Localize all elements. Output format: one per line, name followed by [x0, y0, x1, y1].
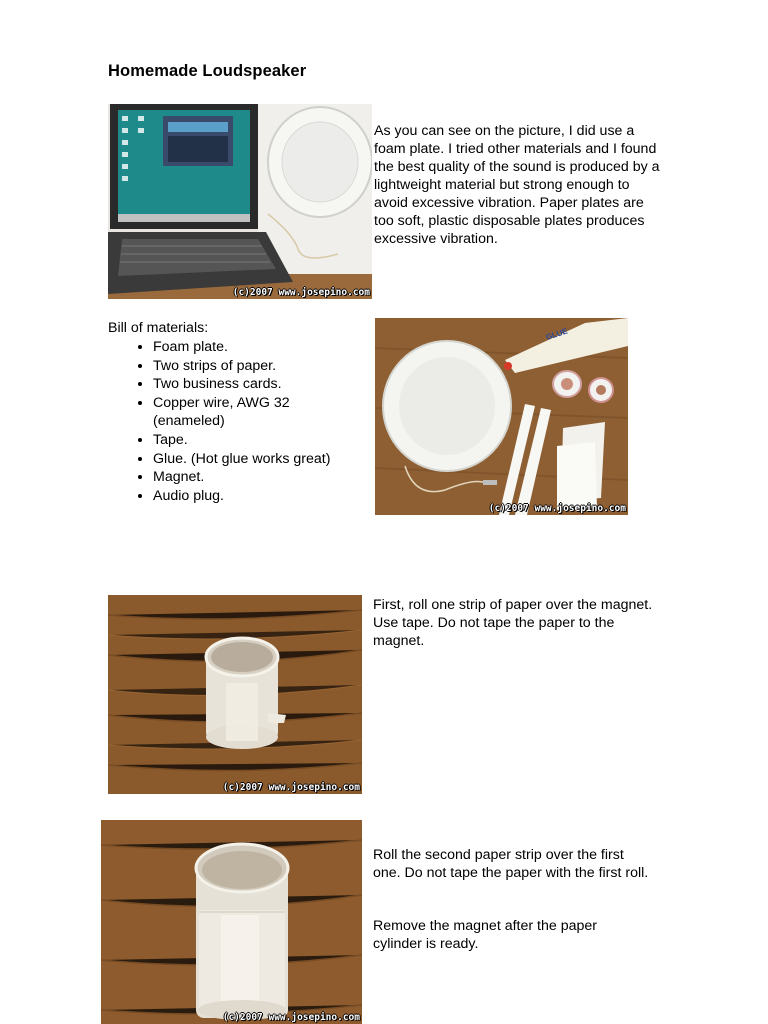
photo-credit: (c)2007 www.josepino.com [222, 782, 360, 793]
photo-credit: (c)2007 www.josepino.com [488, 503, 626, 514]
list-item: • Glue. (Hot glue works great) [153, 450, 353, 469]
second-roll-photo [101, 820, 362, 1024]
intro-paragraph: As you can see on the picture, I did use a foam plate. I tried other materials and I found the best quality of the sound is produced by a lightweight material but strong enough to avoid excessive vibration. Paper plates are too soft, plastic disposable plates produces excessive vibration. [374, 123, 660, 247]
step2-paragraph: Roll the second paper strip over the first one. Do not tape the paper with the first roll. [373, 847, 649, 881]
list-item: • Copper wire, AWG 32 (enameled) [153, 394, 353, 431]
materials-photo [375, 318, 628, 515]
list-item: • Magnet. [153, 468, 353, 487]
list-item: • Foam plate. [153, 338, 353, 357]
list-item: • Audio plug. [153, 487, 353, 506]
photo-credit: (c)2007 www.josepino.com [232, 287, 370, 298]
materials-list [130, 338, 353, 505]
page-title: Homemade Loudspeaker [108, 62, 307, 80]
photo-credit: (c)2007 www.josepino.com [222, 1012, 360, 1023]
list-item: • Two strips of paper. [153, 357, 353, 376]
list-item: • Tape. [153, 431, 353, 450]
list-item: • Two business cards. [153, 375, 353, 394]
glue-label: GLUE [544, 326, 569, 342]
step1-paragraph: First, roll one strip of paper over the magnet. Use tape. Do not tape the paper to the magnet. [373, 597, 653, 649]
materials-heading: Bill of materials: [108, 320, 209, 336]
step2-note: Remove the magnet after the paper cylinder is ready. [373, 918, 597, 952]
laptop-plate-photo [108, 104, 372, 299]
paper-roll-photo [108, 595, 362, 794]
